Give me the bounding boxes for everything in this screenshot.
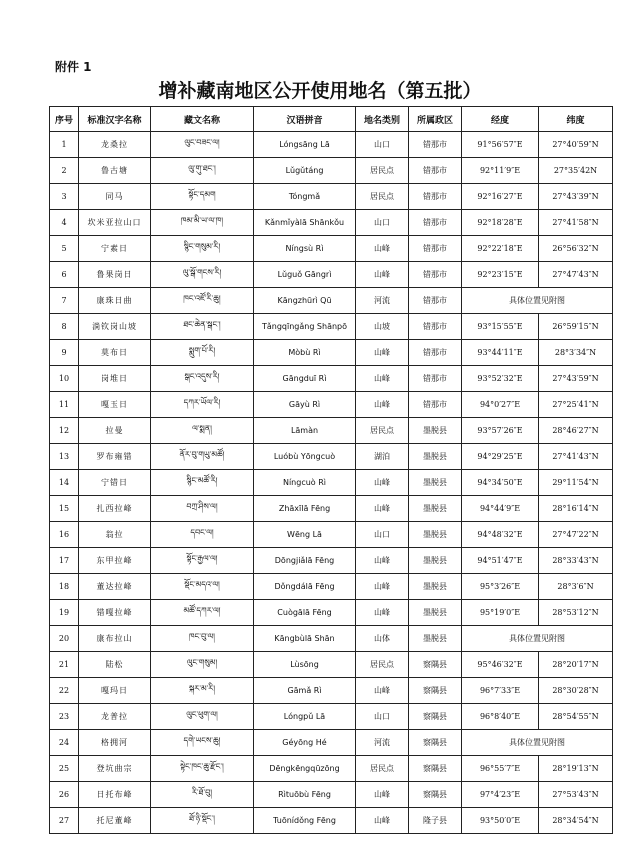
cell-chinese-name: 嘎玉日 [79,392,151,418]
cell-category: 居民点 [356,756,409,782]
cell-seq: 21 [50,652,79,678]
cell-latitude: 27°43′39″N [539,184,613,210]
cell-region: 墨脱县 [409,548,462,574]
cell-pinyin: Géyōng Hé [254,730,356,756]
cell-seq: 9 [50,340,79,366]
cell-category: 山坡 [356,314,409,340]
header-region: 所属政区 [409,107,462,132]
cell-pinyin: Tǎngqīngǎng Shānpō [254,314,356,340]
cell-chinese-name: 鲁果岗日 [79,262,151,288]
cell-longitude: 94°44′9″E [462,496,539,522]
cell-latitude: 27°40′59″N [539,132,613,158]
cell-chinese-name: 格拥河 [79,730,151,756]
cell-pinyin: Dēngkēngqūzōng [254,756,356,782]
cell-region: 墨脱县 [409,522,462,548]
header-chinese-name: 标准汉字名称 [79,107,151,132]
cell-seq: 13 [50,444,79,470]
table-row [50,340,613,366]
cell-pinyin: Wēng Lā [254,522,356,548]
cell-tibetan-name: རི་ཐོ་བུ། [151,782,254,808]
cell-region: 墨脱县 [409,418,462,444]
table-row [50,236,613,262]
table-row [50,626,613,652]
cell-category: 河流 [356,288,409,314]
cell-seq: 23 [50,704,79,730]
cell-latitude: 28°19′13″N [539,756,613,782]
cell-category: 山峰 [356,678,409,704]
cell-region: 墨脱县 [409,470,462,496]
cell-tibetan-name: ཐོ་ཉི་སྡོང་། [151,808,254,834]
cell-category: 山峰 [356,392,409,418]
cell-pinyin: Kāngbùlā Shān [254,626,356,652]
cell-region: 错那市 [409,340,462,366]
cell-tibetan-name: ལུ་གུ་ཐང་། [151,158,254,184]
cell-location-note: 具体位置见附图 [462,288,613,314]
cell-longitude: 92°23′15″E [462,262,539,288]
cell-latitude: 28°54′55″N [539,704,613,730]
cell-longitude: 95°46′32″E [462,652,539,678]
cell-pinyin: Níngsù Rì [254,236,356,262]
cell-region: 错那市 [409,366,462,392]
cell-region: 错那市 [409,158,462,184]
table-row [50,730,613,756]
header-tibetan-name: 藏文名称 [151,107,254,132]
cell-latitude: 28°34′54″N [539,808,613,834]
cell-location-note: 具体位置见附图 [462,626,613,652]
cell-longitude: 95°19′0″E [462,600,539,626]
cell-pinyin: Zhāxīlā Fēng [254,496,356,522]
cell-latitude: 28°46′27″N [539,418,613,444]
cell-longitude: 94°29′25″E [462,444,539,470]
cell-chinese-name: 托尼董峰 [79,808,151,834]
cell-region: 察隅县 [409,756,462,782]
cell-tibetan-name: སྒང་འདུས་རི། [151,366,254,392]
cell-category: 山峰 [356,366,409,392]
cell-pinyin: Mòbù Rì [254,340,356,366]
cell-chinese-name: 登坑曲宗 [79,756,151,782]
cell-category: 居民点 [356,418,409,444]
cell-latitude: 26°59′15″N [539,314,613,340]
cell-tibetan-name: ཐང་ཆེན་སྒང་། [151,314,254,340]
cell-category: 居民点 [356,652,409,678]
cell-region: 墨脱县 [409,574,462,600]
cell-latitude: 27°41′43″N [539,444,613,470]
cell-category: 山峰 [356,574,409,600]
table-row [50,470,613,496]
cell-region: 错那市 [409,288,462,314]
cell-latitude: 28°3′34″N [539,340,613,366]
place-name-table [49,106,613,834]
table-row [50,548,613,574]
cell-pinyin: Lùsōng [254,652,356,678]
cell-chinese-name: 宁错日 [79,470,151,496]
cell-seq: 27 [50,808,79,834]
cell-longitude: 93°57′26″E [462,418,539,444]
table-row [50,678,613,704]
cell-chinese-name: 龙普拉 [79,704,151,730]
cell-chinese-name: 鲁古塘 [79,158,151,184]
cell-tibetan-name: ལུང་གསུམ། [151,652,254,678]
table-row [50,288,613,314]
cell-category: 山峰 [356,782,409,808]
cell-longitude: 92°16′27″E [462,184,539,210]
cell-region: 错那市 [409,132,462,158]
cell-region: 墨脱县 [409,444,462,470]
cell-region: 错那市 [409,314,462,340]
cell-longitude: 96°8′40″E [462,704,539,730]
header-longitude: 经度 [462,107,539,132]
cell-tibetan-name: སྐར་མ་རི། [151,678,254,704]
cell-seq: 2 [50,158,79,184]
cell-pinyin: Lāmàn [254,418,356,444]
cell-tibetan-name: ལུ་སྒོ་གངས་རི། [151,262,254,288]
cell-chinese-name: 龙桑拉 [79,132,151,158]
cell-chinese-name: 错嘎拉峰 [79,600,151,626]
cell-tibetan-name: ལུང་བཟང་ལ། [151,132,254,158]
cell-latitude: 27°43′59″N [539,366,613,392]
cell-category: 山口 [356,522,409,548]
cell-chinese-name: 东甲拉峰 [79,548,151,574]
cell-pinyin: Kǎnmǐyàlā Shānkǒu [254,210,356,236]
cell-tibetan-name: ཁམ་མི་ཡ་ལ་ཁ། [151,210,254,236]
cell-chinese-name: 淌钦岗山坡 [79,314,151,340]
cell-region: 错那市 [409,184,462,210]
table-row [50,574,613,600]
cell-chinese-name: 康珠日曲 [79,288,151,314]
cell-longitude: 95°3′26″E [462,574,539,600]
cell-chinese-name: 宁素日 [79,236,151,262]
cell-region: 察隅县 [409,678,462,704]
cell-region: 墨脱县 [409,496,462,522]
cell-tibetan-name: སྡོང་མདའ་ལ། [151,574,254,600]
cell-seq: 6 [50,262,79,288]
cell-seq: 14 [50,470,79,496]
table-row [50,652,613,678]
cell-seq: 4 [50,210,79,236]
cell-chinese-name: 陆松 [79,652,151,678]
cell-longitude: 97°4′23″E [462,782,539,808]
cell-tibetan-name: ཁང་འཛོ་རི་ཆུ། [151,288,254,314]
cell-latitude: 27°25′41″N [539,392,613,418]
table-row [50,756,613,782]
table-body [50,132,613,834]
cell-pinyin: Gāngduī Rì [254,366,356,392]
cell-chinese-name: 拉曼 [79,418,151,444]
header-pinyin: 汉语拼音 [254,107,356,132]
cell-longitude: 94°51′47″E [462,548,539,574]
cell-region: 察隅县 [409,730,462,756]
cell-latitude: 27°41′58″N [539,210,613,236]
cell-category: 河流 [356,730,409,756]
cell-pinyin: Dǒngdálā Fēng [254,574,356,600]
cell-pinyin: Cuògālā Fēng [254,600,356,626]
table-row [50,314,613,340]
cell-region: 隆子县 [409,808,462,834]
cell-category: 山峰 [356,496,409,522]
cell-tibetan-name: སྟོང་དམག [151,184,254,210]
cell-longitude: 91°56′57″E [462,132,539,158]
cell-latitude: 27°47′22″N [539,522,613,548]
header-seq: 序号 [50,107,79,132]
cell-tibetan-name: སྨུག་པོ་རི། [151,340,254,366]
cell-tibetan-name: དབང་ལ། [151,522,254,548]
cell-region: 错那市 [409,262,462,288]
table-row [50,210,613,236]
cell-chinese-name: 康布拉山 [79,626,151,652]
table-row [50,132,613,158]
cell-longitude: 96°55′7″E [462,756,539,782]
cell-category: 山口 [356,210,409,236]
cell-pinyin: Gāyù Rì [254,392,356,418]
cell-longitude: 93°50′0″E [462,808,539,834]
cell-pinyin: Dōngjiǎlā Fēng [254,548,356,574]
cell-region: 墨脱县 [409,600,462,626]
cell-category: 湖泊 [356,444,409,470]
cell-chinese-name: 莫布日 [79,340,151,366]
cell-seq: 12 [50,418,79,444]
cell-longitude: 96°7′33″E [462,678,539,704]
cell-latitude: 27°47′43″N [539,262,613,288]
table-row [50,418,613,444]
cell-seq: 26 [50,782,79,808]
attachment-label: 附件 1 [55,60,92,74]
cell-region: 错那市 [409,392,462,418]
cell-seq: 24 [50,730,79,756]
cell-longitude: 94°48′32″E [462,522,539,548]
cell-chinese-name: 翁拉 [79,522,151,548]
cell-latitude: 26°56′32″N [539,236,613,262]
cell-region: 察隅县 [409,782,462,808]
cell-tibetan-name: ལ་སྨན། [151,418,254,444]
table-row [50,444,613,470]
cell-category: 山峰 [356,262,409,288]
cell-chinese-name: 扎西拉峰 [79,496,151,522]
cell-longitude: 92°18′28″E [462,210,539,236]
cell-latitude: 28°53′12″N [539,600,613,626]
cell-pinyin: Kāngzhūrì Qū [254,288,356,314]
cell-seq: 20 [50,626,79,652]
header-latitude: 纬度 [539,107,613,132]
cell-pinyin: Lóngpǔ Lā [254,704,356,730]
cell-category: 山峰 [356,600,409,626]
cell-latitude: 27°53′43″N [539,782,613,808]
cell-region: 察隅县 [409,652,462,678]
table-row [50,184,613,210]
cell-category: 山峰 [356,236,409,262]
cell-pinyin: Rìtuōbù Fēng [254,782,356,808]
cell-pinyin: Níngcuò Rì [254,470,356,496]
cell-longitude: 93°44′11″E [462,340,539,366]
cell-tibetan-name: དགེ་ཡངས་ཆུ། [151,730,254,756]
cell-category: 山峰 [356,548,409,574]
cell-longitude: 92°22′18″E [462,236,539,262]
cell-category: 居民点 [356,184,409,210]
cell-category: 山峰 [356,808,409,834]
table-header-row [50,107,613,132]
cell-seq: 5 [50,236,79,262]
cell-tibetan-name: ཁང་བུ་ལ། [151,626,254,652]
cell-chinese-name: 岗堆日 [79,366,151,392]
cell-seq: 7 [50,288,79,314]
cell-location-note: 具体位置见附图 [462,730,613,756]
cell-tibetan-name: སྟེང་ཁང་ཆུ་རྫོང་། [151,756,254,782]
header-category: 地名类别 [356,107,409,132]
cell-seq: 18 [50,574,79,600]
table-row [50,600,613,626]
table-row [50,366,613,392]
cell-seq: 16 [50,522,79,548]
cell-category: 山峰 [356,470,409,496]
cell-category: 山体 [356,626,409,652]
table-row [50,496,613,522]
table-row [50,704,613,730]
cell-chinese-name: 罗布雍错 [79,444,151,470]
cell-tibetan-name: སྙིང་མཚོ་རི། [151,470,254,496]
cell-pinyin: Luóbù Yōngcuò [254,444,356,470]
cell-category: 山口 [356,704,409,730]
cell-tibetan-name: ལུང་ཕུག་ལ། [151,704,254,730]
cell-latitude: 27°35′42N [539,158,613,184]
cell-latitude: 28°3′6″N [539,574,613,600]
cell-pinyin: Tuōnídǒng Fēng [254,808,356,834]
cell-region: 墨脱县 [409,626,462,652]
document-title: 增补藏南地区公开使用地名（第五批） [158,80,482,102]
cell-tibetan-name: ནོར་བུ་གཡུ་མཚོ། [151,444,254,470]
cell-seq: 1 [50,132,79,158]
cell-chinese-name: 嘎玛日 [79,678,151,704]
cell-pinyin: Tóngmǎ [254,184,356,210]
cell-seq: 8 [50,314,79,340]
cell-chinese-name: 日托布峰 [79,782,151,808]
cell-seq: 25 [50,756,79,782]
cell-pinyin: Lǔguǒ Gāngrì [254,262,356,288]
cell-category: 山口 [356,132,409,158]
cell-pinyin: Lóngsāng Lā [254,132,356,158]
table-row [50,158,613,184]
cell-chinese-name: 董达拉峰 [79,574,151,600]
cell-region: 错那市 [409,236,462,262]
cell-seq: 10 [50,366,79,392]
cell-category: 居民点 [356,158,409,184]
cell-seq: 15 [50,496,79,522]
cell-longitude: 92°11′9″E [462,158,539,184]
cell-chinese-name: 坎米亚拉山口 [79,210,151,236]
cell-chinese-name: 同马 [79,184,151,210]
cell-longitude: 93°15′55″E [462,314,539,340]
cell-latitude: 28°30′28″N [539,678,613,704]
cell-longitude: 93°52′32″E [462,366,539,392]
cell-latitude: 28°16′14″N [539,496,613,522]
table-row [50,808,613,834]
cell-tibetan-name: དཀར་ཡོལ་རི། [151,392,254,418]
cell-latitude: 29°11′54″N [539,470,613,496]
cell-longitude: 94°34′50″E [462,470,539,496]
cell-pinyin: Gāmǎ Rì [254,678,356,704]
cell-tibetan-name: མཚོ་དཀར་ལ། [151,600,254,626]
cell-pinyin: Lǔgǔtáng [254,158,356,184]
cell-tibetan-name: སྟོང་རྒྱལ་ལ། [151,548,254,574]
table-row [50,522,613,548]
table-row [50,782,613,808]
cell-tibetan-name: སྙིང་གསུམ་རི། [151,236,254,262]
cell-latitude: 28°33′43″N [539,548,613,574]
cell-tibetan-name: བཀྲ་ཤིས་ལ། [151,496,254,522]
cell-latitude: 28°20′17″N [539,652,613,678]
table-row [50,262,613,288]
cell-seq: 11 [50,392,79,418]
cell-seq: 17 [50,548,79,574]
cell-seq: 3 [50,184,79,210]
cell-category: 山峰 [356,340,409,366]
cell-seq: 22 [50,678,79,704]
cell-seq: 19 [50,600,79,626]
cell-region: 错那市 [409,210,462,236]
table-row [50,392,613,418]
cell-region: 察隅县 [409,704,462,730]
cell-longitude: 94°0′27″E [462,392,539,418]
